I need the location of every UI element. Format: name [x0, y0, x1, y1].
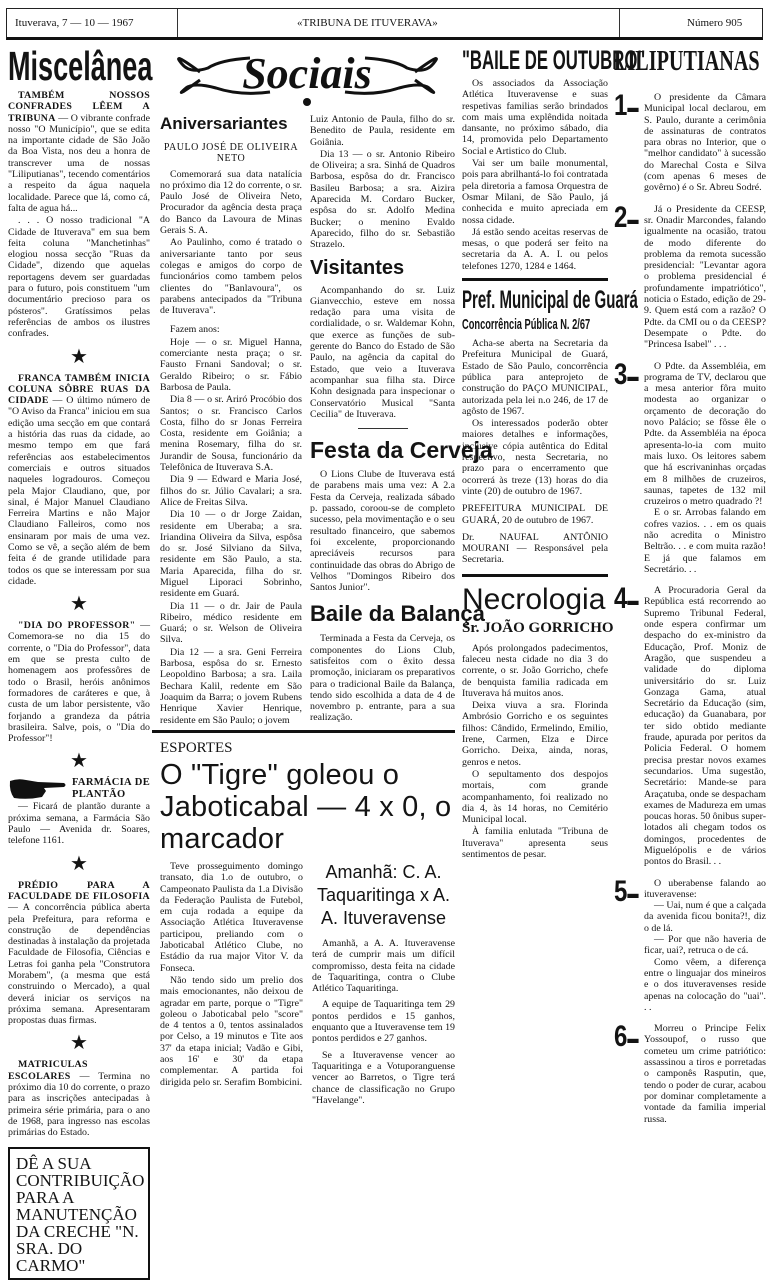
liliputianas-column — [614, 42, 766, 1125]
prefeitura-title: Pref. Municipal de Guará — [462, 286, 638, 315]
paragraph: Não tendo sido um prelio dos mais emocionantes, não deixou de agradar em parte, porque o "Tigre" goleou o Jaboticabal pelo "score" de 4 tentos a 0, tentos assinalados por Celso, a 19 minutos e Tite aos 37' da etapa inicial; Vadão e Gibi, aos 16' e 30' da etapa complementar. A partida foi dirigida pelo sr. Serafim Bombicini. — [160, 974, 303, 1088]
liliputiana-item — [614, 1020, 766, 1125]
star-icon: ★ — [70, 852, 88, 875]
signature: Dr. NAUFAL ANTÔNIO MOURANI — Responsável pela Secretaria. — [462, 531, 608, 566]
baile-outubro-article — [462, 44, 646, 272]
newspaper-title: «TRIBUNA DE ITUVERAVA» — [297, 17, 438, 29]
section-rule — [462, 574, 608, 577]
paragraph: E o sr. Arrobas falando em cofres vazios. . . em os quais não acredita o Ministro Beltrão. . . e com muita razão! E já que falamos em Secretário. . . — [644, 507, 766, 575]
item-number: 1▬ — [614, 89, 639, 122]
item-number: 2▬ — [614, 200, 639, 234]
visitantes-heading: Visitantes — [310, 256, 405, 279]
paragraph: Dia 8 — o sr. Ariró Procóbio dos Santos; o sr. Francisco Carlos Costa, filho do sr Jonas Ferreira Costa, residente em Goiânia; a menina Rosemary, filha do sr. Jurandir de Sousa, funcionário da Telefônica de Ituverava S.A. — [160, 394, 302, 474]
prefeitura-article — [462, 286, 638, 566]
liliputiana-item — [614, 582, 766, 868]
necrologia-article — [462, 582, 614, 861]
sociais-column-left — [160, 114, 302, 726]
paragraph: Luiz Antonio de Paula, filho do sr. Benedito de Paula, residente em Goiânia. — [310, 114, 455, 148]
star-icon: ★ — [70, 750, 88, 773]
news-item-cont: . . . O nosso tradicional "A Cidade de Ituverava" em sua bem feita coluna "Manchetinhas" elogiou nossa secção "Ruas da Cidade", dizendo que aquelas reportagens devem ser guardadas para o futuro, pois constituem "um documentário precioso para os pósteros". Gratíssimos pelas referências de ambos os ilustres confrades. — [8, 215, 150, 340]
star-icon: ★ — [70, 345, 88, 368]
section-rule — [462, 278, 608, 281]
paragraph: Deixa viuva a sra. Florinda Ambrósio Gorricho e os seguintes filhos: Cândido, Ermelindo, Emilio, Irene, Carmen, Elza e Dirce Gorricho. Deixa, ainda, noras, genros e netos. — [462, 700, 608, 768]
news-item: TAMBÉM NOSSOS CONFRADES LÊEM A TRIBUNA — O vibrante confrade nosso "O Município", que se edita na importante cidade de São João da Boa Vista, nos deu a honra de transcrever uma de nossas "Liliputianas", tecendo comentários a respeito da água naquela localidade. Parece que lá, como cá, falta de agua há... — [8, 90, 150, 214]
divider — [358, 428, 408, 429]
section-rule — [152, 730, 455, 733]
star-icon: ★ — [70, 1032, 88, 1055]
deceased-name: Sr. JOÃO GORRICHO — [462, 619, 614, 636]
paragraph: Ao Paulinho, como é tratado o aniversariante tanto por seus colegas e amigos do corpo de funcionários como tambem pelos clientes do "Banlavoura", os parabens antecipados da "Tribuna de Ituverava". — [160, 237, 302, 317]
star-icon: ★ — [70, 593, 88, 616]
paragraph: O presidente da Câmara Municipal local declarou, em S. Paulo, durante a cerimônia de assinaturas de contratos para obras no Interior, que o "melhor candidato" à sucessão do Marechal Costa e Silva (com apenas 6 meses de govêrno) é o Sr. Abreu Sodré. — [644, 92, 766, 194]
paragraph: O Lions Clube de Ituverava está de parabens mais uma vez: A 2.a Festa da Cerveja, realizada sábado p. passado, coroou-se de completo sucesso, pela movimentação e o seu resultado financeiro, que sabemos foi excelente, proporcionando apreciáveis recursos para continuidade das obras do Abrigo de Velhos "Domingos Ribeiro dos Santos Junior". — [310, 469, 455, 594]
liliputiana-item — [614, 874, 766, 1014]
aniversariante-name: PAULO JOSÉ DE OLIVEIRA NETO — [163, 142, 299, 165]
item-number: 4▬ — [614, 582, 639, 616]
paragraph: — Uai, num é que a calçada da avenida ficou bonita?!, diz o de lá. — [644, 900, 766, 934]
column-four — [462, 44, 646, 861]
liliputiana-item — [614, 357, 766, 576]
baile-balanca-heading: Baile da Balança — [310, 601, 485, 627]
paragraph: Já estão sendo aceitas reservas de mesas, o que poderá ser feito na secretaria da A. A. I. ou pelos telefones 1270, 1284 e 1464. — [462, 226, 608, 272]
paragraph: Os associados da Associação Atlética Ituveravense e suas respetivas familias serão brindados com mais uma explêndida noitada dansante, no próximo sábado, dia 14, promovida pelo Departamento Social e Artistico do Club. — [462, 78, 608, 157]
paragraph: À familia enlutada "Tribuna de Ituverava" apresenta seus sentimentos de pesar. — [462, 826, 608, 861]
esportes-section-label: ESPORTES — [160, 740, 233, 756]
paragraph: Teve prosseguimento domingo transato, dia 1.o de outubro, o Campeonato Paulista da 1.a Divisão da Federação Paulista de Futebol, em cuja rodada a equipe da Associação Atlética Ituveravense participou, preliando com o Jaboticabal Atlético Clube, no Estádio da rua major Vitor V. da Fonseca. — [160, 861, 303, 974]
paragraph: Acha-se aberta na Secretaria da Prefeitura Municipal de Guará, Estado de São Paulo, concorrência pública para anteprojeto de construção do PAÇO MUNICIPAL, autorizada pela lei n.o 246, de 17 de agôsto de 1967. — [462, 338, 608, 417]
esportes-subheadline: Amanhã: C. A. Taquaritinga x A. A. Ituveravense — [316, 862, 451, 928]
paragraph: Dia 10 — o dr Jorge Zaidan, residente em Uberaba; a sra. Iriandina Oliveira da Silva, espôsa do sr. José Silviano da Silva, residente em São Paulo, a sta. Maria Aparecida, filha do sr. Miguel Liporaci Sobrinho, residente em Guará. — [160, 509, 302, 600]
item-number: 5▬ — [614, 874, 639, 908]
pointing-hand-row: FARMÁCIA DE PLANTÃO — [8, 777, 150, 801]
sociais-column-right — [310, 114, 493, 724]
issue-number: Número 905 — [687, 17, 743, 29]
paragraph: Se a Ituveravense vencer ao Taquaritinga e a Votuporanguense vencer ao Barretos, o Tigre terá chance de classificação no Grupo "Havelange". — [312, 1049, 455, 1106]
paragraph: Dia 13 — o sr. Antonio Ribeiro de Oliveira; a sra. Sinhá de Quadros Barbosa, espôsa do dr. Francisco Basileu Barbosa; a sra. Aizira Aparecida M. Cordaro Bucker, espôsa do sr. Adolfo Medina Bucker; o menino Evaldo Aparecido, filho do sr. Sebastião Strazelo. — [310, 148, 455, 251]
aniversariantes-heading: Aniversariantes — [160, 114, 288, 133]
paragraph: Dia 9 — Edward e Maria José, filhos do sr. Júlio Cavalari; a sra. Alice de Freitas Silva. — [160, 474, 302, 508]
paragraph: Após prolongados padecimentos, faleceu nesta cidade no dia 3 do corrente, o sr. João Gorricho, chefe de benquista familia radicada em Ituverava há muitos anos. — [462, 642, 608, 699]
paragraph: Já o Presidente da CEESP, sr. Onadir Marcondes, falando igualmente na ocasião, tratou de modo diferente do problema da remota sucessão presidencial: "Levantar agora o problema presidencial é profundamente impatriótico", noticia o Estado, edição de 29-9. Quem está com a razão? O Pdte. da CMI ou o da CEESP? Desempate o Pdte. do "Princesa Isabel" . . . — [644, 203, 766, 351]
esportes-column-right — [312, 861, 455, 1106]
news-item: PRÉDIO PARA A FACULDADE DE FILOSOFIA — A concorrência pública aberta pela Prefeitura, para reforma e construção de dependências destinadas à instalação da projetada Faculdade de Filosofia, Ciências e Letras foi ganha pela "Construtora Morabem", (a mesma que está construindo o Mercado), a qual deverá iniciar os serviços na próxima semana. Apresentaram propostas duas firmas. — [8, 879, 150, 1027]
sociais-logo — [160, 42, 455, 108]
paragraph: Comemorará sua data natalícia no próximo dia 12 do corrente, o sr. Paulo José de Oliveira Neto, Procurador da agência desta praça do Banco da Lavoura de Minas Gerais S. A. — [160, 168, 302, 237]
necrologia-title: Necrologia — [462, 582, 606, 616]
ornament-scroll-icon — [160, 42, 455, 108]
paragraph: Vai ser um baile monumental, pois para abrilhantá-lo foi contratada pela diretoria a famosa Orquestra de Osmar Milani, de São Paulo, já conhecida e muito apreciada em nossa cidade. — [462, 158, 608, 226]
paragraph: Terminada a Festa da Cerveja, os componentes do Lions Club, satisfeitos com o êxito dessa promoção, iniciaram os preparativos para o tradicional Baile da Balança, tendo sido escolhida a data de 4 de novembro p. entrante, para a sua realização. — [310, 633, 455, 724]
paragraph: O Pdte. da Assembléia, em programa de TV, declarou que a mesa anterior fôra muito modesta ao organizar o orçamento de decoração do novo Palácio; se fôsse êle o Pdte. da Assembléia na época apresenta-lo-ia com muito mais luxo. Os leitores sabem que há escrivaninhas orçadas em 8 milhões de cruzeiros, saunas, tapetes de 132 mil cruzeiros o metro quadrado ?! — [644, 360, 766, 508]
miscelanea-title: Miscelânea — [8, 43, 153, 89]
news-item: MATRICULAS ESCOLARES — Termina no próximo dia 10 do corrente, o prazo para as inscrições antecipadas à primeira série primária, para o ano de 1968, para ingresso nas escolas primárias do Estado. — [8, 1059, 150, 1139]
paragraph: — Por que não haveria de ficar, uai?, retruca o de cá. — [644, 934, 766, 957]
paragraph: Amanhã, a A. A. Ituveravense terá de cumprir mais um difícil compromisso, desta feita na cidade de Taquaritinga, contra o Clube Atlético Taquaritinga. — [312, 938, 455, 995]
paragraph: O uberabense falando ao ituveravense: — [644, 877, 766, 900]
creche-ad-box: DÊ A SUA CONTRIBUIÇÃO PARA A MANUTENÇÃO DA CRECHE "N. SRA. DO CARMO" — [8, 1147, 150, 1280]
sociais-logo-text: Sociais — [242, 49, 372, 98]
festa-cerveja-heading: Festa da Cerveja — [310, 437, 493, 464]
place-date: PREFEITURA MUNICIPAL DE GUARÁ, 20 de outubro de 1967. — [462, 503, 608, 526]
liliputiana-item — [614, 200, 766, 351]
divider — [619, 9, 620, 37]
masthead-bar — [6, 8, 763, 40]
item-number: 6▬ — [614, 1020, 639, 1054]
news-item: FRANCA TAMBÉM INICIA COLUNA SÔBRE RUAS DA CIDADE — O último número de "O Aviso da Franca" iniciou em sua edição uma secção em que contará a história das ruas da cidade, ao mesmo tempo em que fará referências aos estabelecimentos comerciais e outros situados naqueles logradouros. Começou pela Major Claudiano, que, por sinal, é Major Manuel Claudiano Ferreira Martins e não Major Claudiano Falleiros, como nos ensinaram por mais de uma vez. Como se vê, a seção além de bem feita é de grande utilidade para todos os que se interessam por sua cidade. — [8, 372, 150, 587]
concorrencia-subtitle: Concorrência Pública N. 2/67 — [462, 316, 591, 334]
paragraph: Os interessados poderão obter maiores detalhes e informações, inclusive cópia autêntica do Edital respectivo, nesta Secretaria, no prazo para o encerramento que ocorrerá às treze (13) horas do dia vinte (20) de outubro de 1967. — [462, 418, 608, 497]
paragraph: Hoje — o sr. Miguel Hanna, comerciante nesta praça; o sr. Fausto Frnani Sandoval; o sr. Geraldo Ribeiro; o sr. Fábio Barbosa de Paula. — [160, 336, 302, 393]
baile-outubro-title: "BAILE DE OUTUBRO" — [462, 45, 646, 75]
esportes-column-left — [160, 861, 303, 1088]
paragraph: Acompanhando do sr. Luiz Gianvecchio, esteve em nossa redação para uma visita de cordialidade, o sr. Waldemar Kohn, que exerce as funções de sub-gerente do Banco do Estado de São Paulo, na agência da capital do Estado, que veio a Ituverava acompanhar sua filha sta. Dirce Kohn designada para inspecionar o Conservatório Musical "Santa Cecilia" de Ituverava. — [310, 284, 455, 420]
item-number: 3▬ — [614, 357, 639, 391]
paragraph: Fazem anos: — [170, 324, 220, 336]
issue-date: Ituverava, 7 — 10 — 1967 — [15, 17, 134, 29]
divider — [177, 9, 178, 37]
paragraph: Morreu o Principe Felix Yossoupof, o russo que cometeu um crime patriótico: assassinou a tiros e porretadas o camponês Rasputin, que, tendo o poder de curar, acabou por dominar completamente a vontade da familia imperial russa. — [644, 1023, 766, 1125]
pointing-hand-icon — [8, 777, 68, 801]
paragraph: A equipe de Taquaritinga tem 29 pontos perdidos e 15 ganhos, enquanto que a Ituveravense tem 19 pontos perdidos e 27 ganhos. — [312, 999, 455, 1045]
liliputianas-title: LILIPUTIANAS — [614, 46, 760, 77]
miscelanea-column — [8, 43, 153, 1280]
liliputiana-item — [614, 89, 766, 194]
paragraph: O sepultamento dos despojos mortais, com grande acompanhamento, foi realizado no dia 4, às 14 horas, no Cemitério Municipal local. — [462, 768, 608, 826]
paragraph: Dia 11 — o dr. Jair de Paula Ribeiro, médico residente em Guará; o sr. Welson de Oliveira Silva. — [160, 600, 302, 646]
paragraph: Dia 12 — a sra. Geni Ferreira Barbosa, espôsa do sr. Ernesto Leopoldino Barbosa; a sra. Laila Bechara Kalil, redente em São Joaquim da Barra; o jovem Rubens Henrique Xavier Henrique, residente em São Paulo; o jovem — [160, 646, 302, 726]
esportes-headline: O "Tigre" goleou o Jaboticabal — 4 x 0, o marcador — [160, 759, 452, 855]
paragraph: Como vêem, a diferença entre o linguajar dos mineiros e o dos ituveravenses reside apenas na colocação do "uai". . . — [644, 956, 766, 1013]
news-item: "DIA DO PROFESSOR" — Comemora-se no dia 15 do corrente, o "Dia do Professor", data em que se presta culto de homenagem aos professôres de todo o Brasil, heróis anônimos formadores de caráteres e que, à custa de um labor persistente, vão forjando a grandeza da pátria brasileira. Salve, pois, o "Dia do Professor"! — [8, 620, 151, 745]
news-item: — Ficará de plantão durante a próxima semana, a Farmácia São Paulo — Avenida dr. Soares, telefone 1161. — [8, 801, 150, 847]
paragraph: A Procuradoria Geral da República está recorrendo ao Supremo Tribunal Federal, onde espera confirmar um despacho do ex-ministro da Educação, Prof. Moniz de Aragão, que suspendeu a validade do diploma universitário do sr. Luiz Gonzaga Gama, atual Secretário da Educação (sim, educação) da Guanabara, por ter sido obtido mediante fraude, apurada por peritos da Policia Federal. O homem precisa prestar novos exames secundarios. Uma sugestão, Secretário: Mande-se para Araçatuba, onde se despacham exames de Madureza em umas poucas horas. 50 ônibus super-lotados ali chegam todos os domingos, procedentes de Miguelópolis e de vários pontos do Brasil. . . — [644, 585, 766, 868]
